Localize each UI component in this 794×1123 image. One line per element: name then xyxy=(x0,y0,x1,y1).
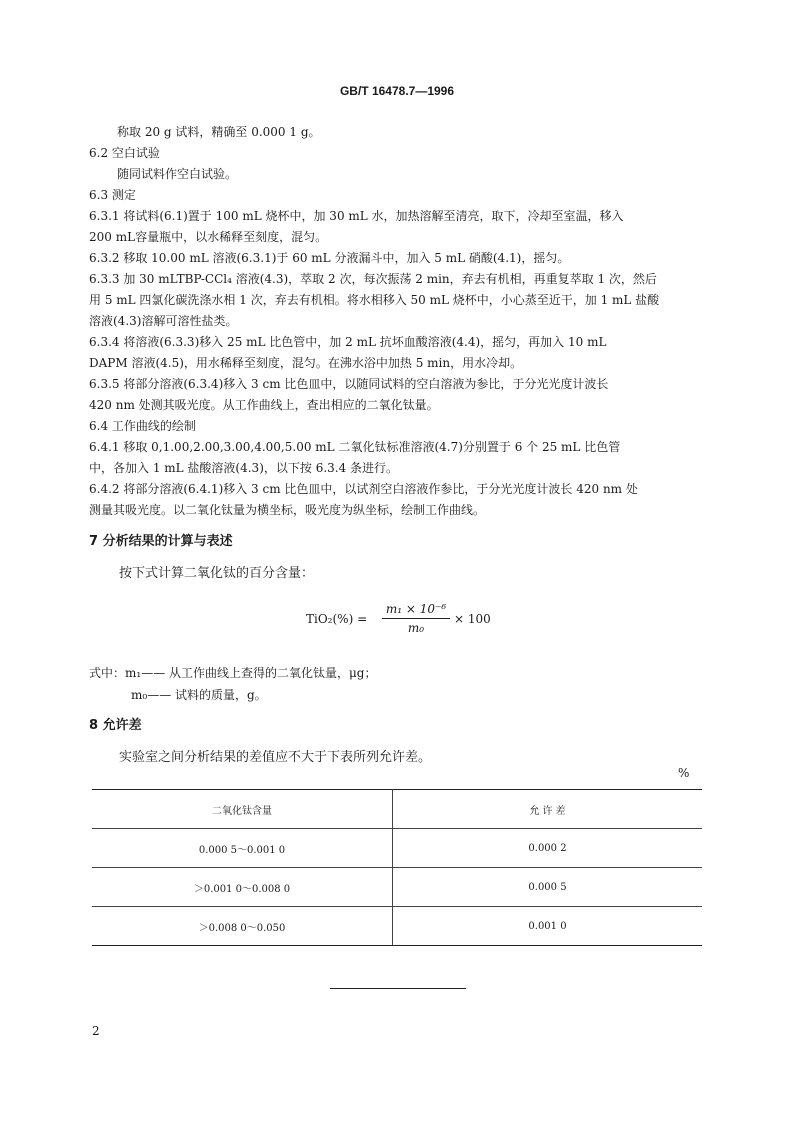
subsection-heading: 6.3 测定 xyxy=(89,188,136,202)
text-line: 6.3.1 将试料(6.1)置于 100 mL 烧杯中，加 30 mL 水，加热溶解至清亮，取下，冷却至室温，移入 xyxy=(89,209,624,223)
text-line: 6.4.1 移取 0,1.00,2.00,3.00,4.00,5.00 mL 二氧化钛标准溶液(4.7)分别置于 6 个 25 mL 比色管 xyxy=(89,440,621,454)
subsection-heading: 6.2 空白试验 xyxy=(89,146,160,160)
page-number: 2 xyxy=(92,1024,100,1038)
variable-m0: m₀—— 试料的质量，g。 xyxy=(131,688,267,702)
formula-lhs: TiO₂(%) = xyxy=(306,612,368,626)
text-line: 溶液(4.3)溶解可溶性盐类。 xyxy=(89,314,238,328)
table-cell: ＞0.001 0～0.008 0 xyxy=(92,868,393,907)
formula-variables xyxy=(89,662,377,706)
formula-denominator: m₀ xyxy=(407,621,425,635)
end-rule xyxy=(330,988,466,989)
table-row xyxy=(92,829,702,868)
subsection-heading: 6.4 工作曲线的绘制 xyxy=(89,419,196,433)
table-cell: ＞0.008 0～0.050 xyxy=(92,907,393,946)
column-header: 允 许 差 xyxy=(393,790,703,829)
table-unit: % xyxy=(678,766,690,780)
tolerance-table xyxy=(92,789,702,946)
standard-header: GB/T 16478.7—1996 xyxy=(339,84,455,98)
text-line: DAPM 溶液(4.5)，用水稀释至刻度，混匀。在沸水浴中加热 5 min，用水冷却。 xyxy=(89,356,523,370)
formula-rhs: × 100 xyxy=(454,612,491,626)
table-row xyxy=(92,868,702,907)
column-header: 二氧化钛含量 xyxy=(92,790,393,829)
table-row xyxy=(92,907,702,946)
formula-numerator: m₁ × 10⁻⁶ xyxy=(385,602,447,616)
text-line: 测量其吸光度。以二氧化钛量为横坐标，吸光度为纵坐标，绘制工作曲线。 xyxy=(89,503,486,517)
table-cell: 0.000 2 xyxy=(393,829,703,868)
text-line: 420 nm 处测其吸光度。从工作曲线上，查出相应的二氧化钛量。 xyxy=(89,398,439,412)
variable-m1: 式中：m₁—— 从工作曲线上查得的二氧化钛量，μg； xyxy=(89,666,377,680)
procedure-text xyxy=(89,122,701,521)
calculation-intro: 按下式计算二氧化钛的百分含量： xyxy=(119,566,315,581)
text-line: 随同试料作空白试验。 xyxy=(117,167,238,181)
table-cell: 0.001 0 xyxy=(393,907,703,946)
text-line: 中，各加入 1 mL 盐酸溶液(4.3)，以下按 6.3.4 条进行。 xyxy=(89,461,399,475)
fraction-bar xyxy=(382,618,450,619)
text-line: 用 5 mL 四氯化碳洗涤水相 1 次，弃去有机相。将水相移入 50 mL 烧杯中，小心蒸至近干，加 1 mL 盐酸 xyxy=(89,293,660,307)
text-line: 6.3.2 移取 10.00 mL 溶液(6.3.1)于 60 mL 分液漏斗中，加入 5 mL 硝酸(4.1)，摇匀。 xyxy=(89,251,570,265)
tolerance-intro: 实验室之间分析结果的差值应不大于下表所列允许差。 xyxy=(119,750,432,765)
section-7-heading: 7 分析结果的计算与表述 xyxy=(89,534,233,549)
table-cell: 0.000 5～0.001 0 xyxy=(92,829,393,868)
section-8-heading: 8 允许差 xyxy=(89,718,142,733)
text-line: 称取 20 g 试料，精确至 0.000 1 g。 xyxy=(117,125,321,139)
text-line: 200 mL容量瓶中，以水稀释至刻度，混匀。 xyxy=(89,230,328,244)
text-line: 6.3.4 将溶液(6.3.3)移入 25 mL 比色管中，加 2 mL 抗坏血酸溶液(4.4)，摇匀，再加入 10 mL xyxy=(89,335,607,349)
table-cell: 0.000 5 xyxy=(393,868,703,907)
text-line: 6.3.5 将部分溶液(6.3.4)移入 3 cm 比色皿中，以随同试料的空白溶液为参比，于分光光度计波长 xyxy=(89,377,609,391)
text-line: 6.4.2 将部分溶液(6.4.1)移入 3 cm 比色皿中，以试剂空白溶液作参比，于分光光度计波长 420 nm 处 xyxy=(89,482,638,496)
table-header-row xyxy=(92,790,702,829)
text-line: 6.3.3 加 30 mLTBP-CCl₄ 溶液(4.3)，萃取 2 次，每次振荡 2 min，弃去有机相，再重复萃取 1 次，然后 xyxy=(89,272,657,286)
formula-fraction xyxy=(382,602,450,635)
